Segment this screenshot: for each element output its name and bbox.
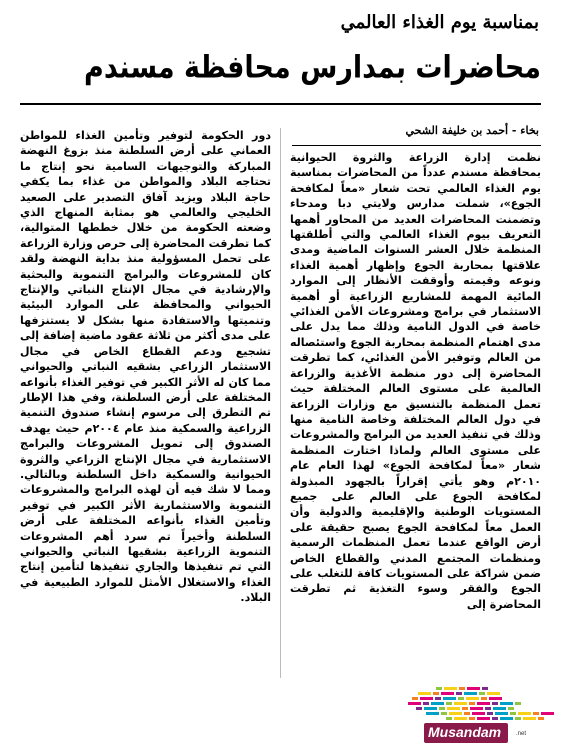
logo-stripe (481, 697, 487, 700)
logo-stripe (454, 717, 467, 720)
logo-stripe (416, 707, 422, 710)
logo-stripe (538, 717, 544, 720)
logo-stripe (500, 717, 513, 720)
logo-stripe (487, 712, 493, 715)
article-paragraph-2: دور الحكومة لتوفير وتأمين الغذاء للمواطن العماني على أرض السلطنة منذ بزوغ النهضة المباركة والتوجيهات السامية نحو إنتاج ما تحتاجه البلاد والمواطن من غذاء بما يكفي حاجة البلاد ويزيد آفاق التصدير على الصعيد الخليجي والعالمي هو بمثابة المنهاج الذي وضعته الحكومة من خلال خططها المتوالية، كما تطرقت المحاضرة إلى حرص وزارة الزراعة على تحمل المسؤولية منذ بداية النهضة ولقد كان للمشروعات والبرامج التنموية والبحثية والإرشادية في مجال الإنتاج النباتي والإنتاج الحيواني والمحافظة على الموارد البيئية وتنميتها والاستفادة منها بشكل لا يستنزفها على مدى أكثر من ثلاثة عقود ماضية إضافة إلى تشجيع ودعم القطاع الخاص في مجال الاستثمار الزراعي بشقيه النباتي والحيواني مما كان له الأثر الكبير في توفير الغذاء بأنواعه المختلفة على أرض السلطنة، وفي هذا الإطار تم التطرق إلى مرسوم إنشاء صندوق التنمية الزراعية والسمكية منذ عام ٢٠٠٤م حيث يهدف الصندوق إلى تمويل المشروعات والبرامج الاستثمارية في مجال الإنتاج الزراعي والثروة الحيوانية والسمكية داخل السلطنة وبالتالي. ومما لا شك فيه أن لهذه البرامج والمشروعات التنموية والاستثمارية الأثر الكبير في توفير وتأمين الغذاء بأنواعه المختلفة على أرض السلطنة وأخيراً تم سرد أهم المشروعات التنموية الزراعية بشقيها النباتي والحيواني التي تم تنفيذها والجاري تنفيذها لتأمين إنتاج الغذاء والاستغلال الأمثل للموارد الطبيعية في البلاد. (20, 129, 271, 605)
logo-stripe (510, 712, 516, 715)
logo-stripe (412, 697, 418, 700)
article-paragraph-1: نظمت إدارة الزراعة والثروة الحيوانية بمحافظة مسندم عدداً من المحاضرات بمناسبة يوم الغذاء العالمي تحت شعار «معاً لمكافحة الجوع»، شملت مدارس ولايتي دبا ومدحاء وتضمنت المحاضرات العديد من المحاور أهمها التعريف بيوم الغذاء العالمي والتي أطلقتها المنظمة خلال العشر السنوات الماضية ومدى علاقتها بمحاربة الجوع وإظهار أهمية الغذاء ونوعه وقيمته وأوقفت الأنظار إلى الموارد المائية المهمة للمشاريع الزراعية أو أهمية الاستثمار في برامج ومشروعات الأمن الغذائي خاصة في الدول النامية وذلك مما يدل على مدى اهتمام المنظمة بمحاربة الجوع واستئصاله من العالم وتوفير الأمن الغذائي، كما تطرقت المحاضرة إلى دور منظمة الأغذية والزراعة العالمية على مستوى العالم المختلفة حيث تعمل المنظمة بالتنسيق مع وزارات الزراعة في دول العالم المختلفة وخاصة النامية منها وذلك في تنفيذ العديد من البرامج والمشروعات على مستوى العالم ولماذا اختارت المنظمة شعار «معاً لمكافحة الجوع» لهذا العام عام ٢٠١٠م وهو يأتي إقراراً بالجهود المبذولة لمكافحة الجوع على العالم على جميع المستويات الوطنية والإقليمية والدولية وأن العمل معاً لمكافحة الجوع يصبح حقيقة على أرض الواقع عندما تعمل المنظمات الرسمية ومنظمات المجتمع المدني والقطاع الخاص ضمن شراكة على المستويات كافة للتغلب على الجوع والفقر وسوء التغذية ثم تطرقت المحاضرة إلى (290, 151, 541, 611)
logo-stripe (515, 717, 521, 720)
logo-stripe (464, 692, 477, 695)
article-byline: بخاء - أحمد بن خليفة الشحي (405, 124, 539, 137)
logo-stripe (466, 697, 479, 700)
logo-stripe (469, 702, 475, 705)
logo-stripe (446, 717, 452, 720)
logo-stripe (472, 712, 485, 715)
logo-stripe (447, 707, 460, 710)
logo-stripe (446, 702, 452, 705)
logo-stripe (426, 712, 439, 715)
article-headline: محاضرات بمدارس محافظة مسندم (84, 49, 541, 86)
article-kicker: بمناسبة يوم الغذاء العالمي (340, 12, 539, 33)
logo-stripe (418, 692, 431, 695)
logo-stripe (443, 697, 456, 700)
logo-stripe (523, 717, 536, 720)
logo-wordmark: Musandam (428, 724, 502, 740)
logo-stripe (487, 692, 500, 695)
logo-stripe (433, 692, 439, 695)
logo-stripe (444, 687, 457, 690)
byline-divider (292, 145, 541, 146)
logo-stripe (492, 702, 498, 705)
logo-stripe (449, 712, 462, 715)
logo-stripe (489, 697, 502, 700)
logo-stripe (482, 687, 488, 690)
logo-stripe (441, 692, 454, 695)
logo-stripe (420, 697, 433, 700)
article-column-left (20, 128, 271, 688)
musandam-logo (406, 683, 556, 747)
logo-stripe (533, 712, 539, 715)
logo-stripe (423, 702, 429, 705)
logo-stripe (495, 712, 508, 715)
logo-stripe (456, 692, 462, 695)
logo-stripe (492, 717, 498, 720)
logo-stripe (458, 697, 464, 700)
logo-stripe (459, 687, 465, 690)
logo-stripe (436, 687, 442, 690)
article-column-right (290, 150, 541, 685)
logo-stripe (541, 712, 554, 715)
logo-stripe (408, 702, 421, 705)
logo-suffix: .net (516, 731, 527, 737)
logo-stripe (470, 707, 483, 710)
logo-stripe (462, 707, 468, 710)
logo-stripe (464, 712, 470, 715)
logo-stripe (435, 697, 441, 700)
logo-stripe (508, 707, 514, 710)
logo-stripe (439, 707, 445, 710)
logo-stripe (515, 702, 521, 705)
logo-stripe (454, 702, 467, 705)
logo-stripe (441, 712, 447, 715)
headline-divider (20, 103, 541, 105)
logo-stripe (479, 692, 485, 695)
logo-stripe (493, 707, 506, 710)
logo-stripe (485, 707, 491, 710)
logo-stripe (477, 702, 490, 705)
logo-stripe (477, 717, 490, 720)
logo-stripe (467, 687, 480, 690)
logo-stripe (518, 712, 531, 715)
column-divider (280, 128, 281, 678)
logo-stripe (431, 702, 444, 705)
logo-stripe (469, 717, 475, 720)
logo-stripe (424, 707, 437, 710)
logo-stripe (500, 702, 513, 705)
